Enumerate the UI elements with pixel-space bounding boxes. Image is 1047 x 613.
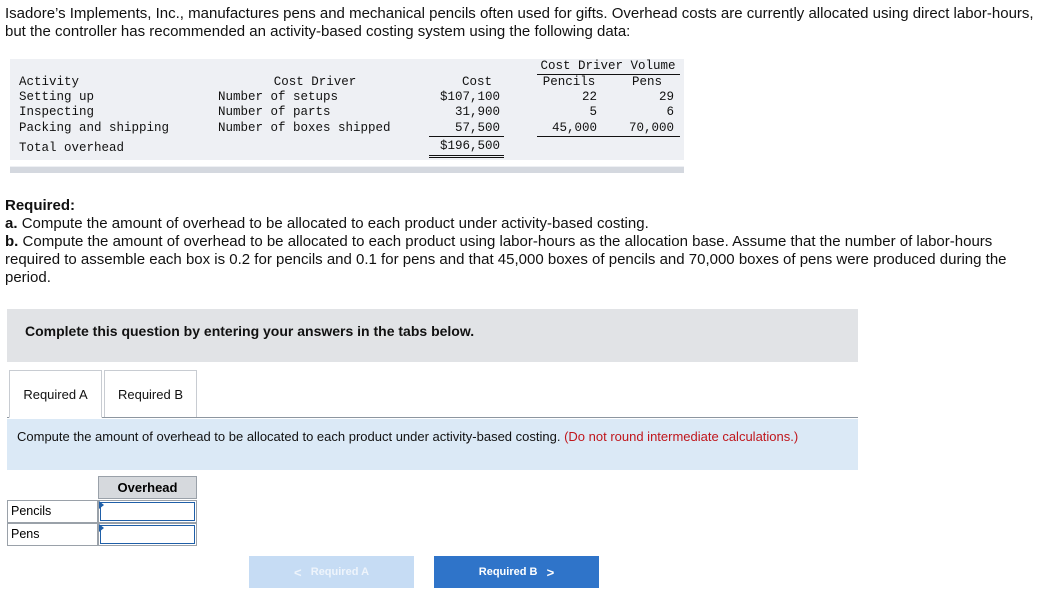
- row-pencils: 45,000: [551, 121, 597, 135]
- row-driver: Number of parts: [218, 105, 331, 119]
- table-bottom-bar: [10, 167, 684, 173]
- row-pens: 70,000: [628, 121, 674, 135]
- next-label: Required B: [478, 566, 538, 578]
- row-pencils: 5: [589, 105, 597, 119]
- chevron-right-icon: >: [546, 564, 555, 580]
- cost-subtotal-line: [429, 136, 504, 137]
- col-cost: Cost: [461, 75, 492, 89]
- tab-required-b[interactable]: [104, 370, 197, 418]
- required-b: [5, 233, 1040, 287]
- required-section: [5, 197, 1040, 287]
- row-cost: 57,500: [454, 121, 500, 135]
- required-b-prefix: b.: [5, 233, 19, 250]
- row-activity: Setting up: [19, 90, 95, 104]
- instruction-note: (Do not round intermediate calculations.): [564, 429, 799, 444]
- total-cost: $196,500: [439, 139, 500, 153]
- next-required-b-button[interactable]: [434, 556, 599, 588]
- row-cost: $107,100: [439, 90, 500, 104]
- col-pencils: Pencils: [542, 75, 596, 89]
- pens-overhead-input[interactable]: [98, 523, 197, 546]
- overhead-header: Overhead: [98, 476, 197, 499]
- chevron-left-icon: <: [293, 564, 302, 580]
- prev-required-a-button[interactable]: [249, 556, 414, 588]
- total-label: Total overhead: [19, 141, 125, 155]
- required-b-text: Compute the amount of overhead to be allocated to each product using labor-hours as the allocation base. Assume that the number of labor-hours required to assemble each box is 0.2 for pencils and 0.1 for pens and that 45,000 boxes of pencils and 70,000 boxes of pens were produced during the period.: [5, 233, 1007, 286]
- row-driver: Number of boxes shipped: [218, 121, 391, 135]
- tab-instruction: [7, 419, 858, 470]
- required-heading: Required:: [5, 197, 76, 214]
- total-double-line-2: [429, 157, 504, 158]
- col-activity: Activity: [19, 75, 80, 89]
- row-pencils: 22: [581, 90, 597, 104]
- complete-instructions: Complete this question by entering your answers in the tabs below.: [7, 309, 858, 362]
- row-pens: 29: [658, 90, 674, 104]
- col-pens: Pens: [631, 75, 662, 89]
- header-cost-driver-volume: Cost Driver Volume: [540, 59, 676, 73]
- total-double-line-1: [429, 155, 504, 156]
- tab-divider: [7, 417, 858, 418]
- row-label-pens: Pens: [7, 523, 98, 546]
- row-driver: Number of setups: [218, 90, 339, 104]
- table-separator: [10, 160, 684, 166]
- cost-data-table: [10, 59, 684, 173]
- input-marker-icon: [99, 524, 104, 532]
- row-activity: Inspecting: [19, 105, 95, 119]
- row-activity: Packing and shipping: [19, 121, 170, 135]
- tab-label: Required A: [23, 386, 88, 402]
- required-a-text: Compute the amount of overhead to be allocated to each product under activity-based costing.: [21, 215, 649, 232]
- row-pens: 6: [666, 105, 674, 119]
- instruction-text: Compute the amount of overhead to be allocated to each product under activity-based costing.: [17, 429, 561, 444]
- required-a-prefix: a.: [5, 215, 18, 232]
- input-box[interactable]: [100, 525, 195, 544]
- tab-label: Required B: [117, 386, 184, 402]
- prev-label: Required A: [310, 566, 370, 578]
- input-marker-icon: [99, 501, 104, 509]
- pencils-overhead-input[interactable]: [98, 500, 197, 523]
- required-a: [5, 215, 1040, 233]
- row-label-pencils: Pencils: [7, 500, 98, 523]
- row-cost: 31,900: [454, 105, 500, 119]
- volume-subtotal-line: [537, 136, 680, 137]
- col-cost-driver: Cost Driver: [273, 75, 357, 89]
- tab-required-a[interactable]: [9, 370, 102, 418]
- problem-intro: Isadore’s Implements, Inc., manufactures pens and mechanical pencils often used for gifts. Overhead costs are currently allocated using direct labor-hours, but the controller has recommended an activity-based costing system using the following data:: [5, 5, 1034, 40]
- input-box[interactable]: [100, 502, 195, 521]
